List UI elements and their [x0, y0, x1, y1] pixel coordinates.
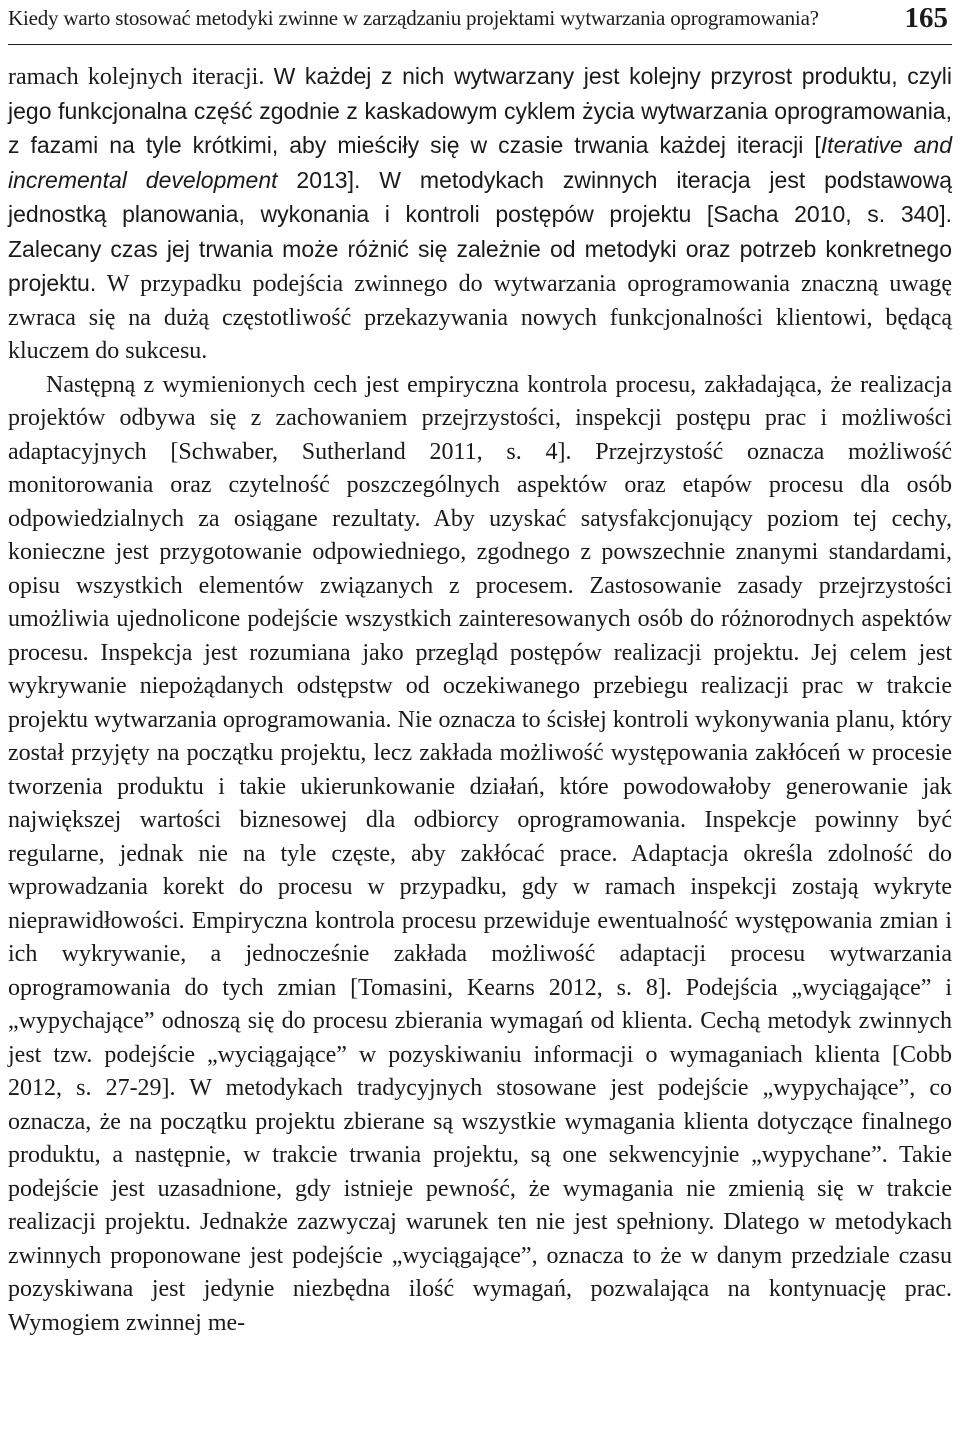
paragraph: Następną z wymienionych cech jest empiryczna kontrola procesu, zakładająca, że realizacja projektów odbywa się z zachowaniem przejrzystości, inspekcji postępu prac i możliwości adaptacyjnych [Schwaber, Sutherland 2011, s. 4]. Przejrzystość oznacza możliwość monitorowania oraz czytelność poszczególnych aspektów oraz etapów procesu dla osób odpowiedzialnych za osiągane rezultaty. Aby uzyskać satysfakcjonujący poziom tej cechy, konieczne jest przygotowanie odpowiedniego, zgodnego z powszechnie znanymi standardami, opisu wszystkich elementów związanych z procesem. Zastosowanie zasady przejrzystości umożliwia ujednolicone podejście wszystkich zainteresowanych osób do różnorodnych aspektów procesu. Inspekcja jest rozumiana jako przegląd postępów realizacji projektu. Jej celem jest wykrywanie niepożądanych odstępstw od oczekiwanego przebiegu realizacji prac w trakcie projektu wytwarzania oprogramowania. Nie oznacza to ścisłej kontroli wykonywania planu, który został przyjęty na początku projektu, lecz zakłada możliwość występowania zakłóceń w procesie tworzenia produktu i takie ukierunkowanie działań, które powodowałoby generowanie jak największej wartości biznesowej dla odbiorcy oprogramowania. Inspekcje powinny być regularne, jednak nie na tyle częste, aby zakłócać prace. Adaptacja określa zdolność do wprowadzania korekt do procesu w przypadku, gdy w ramach inspekcji zostają wykryte nieprawidłowości. Empiryczna kontrola procesu przewiduje ewentualność występowania zmian i ich wykrywanie, a jednocześnie zakłada możliwość adaptacji procesu wytwarzania oprogramowania do tych zmian [Tomasini, Kearns 2012, s. 8]. Podejścia „wyciągające” i „wypychające” odnoszą się do procesu zbierania wymagań od klienta. Cechą metodyk zwinnych jest tzw. podejście „wyciągające” w pozyskiwaniu informacji o wymaganiach klienta [Cobb 2012, s. 27-29]. W metodykach tradycyjnych stosowane jest podejście „wypychające”, co oznacza, że na początku projektu zbierane są wszystkie wymagania klienta dotyczące finalnego produktu, a następnie, w trakcie trwania projektu, są one sekwencyjnie „wypychane”. Takie podejście jest uzasadnione, gdy istnieje pewność, że wymagania nie zmienią się w trakcie realizacji projektu. Jednakże zazwyczaj warunek ten nie jest spełniony. Dlatego w metodykach zwinnych proponowane jest podejście „wyciągające”, oznacza to że w danym przedziale czasu pozyskiwana jest jedynie niezbędna ilość wymagań, pozwalająca na kontynuację prac. Wymogiem zwinnej me- — [8, 371, 952, 1336]
running-header — [8, 4, 952, 45]
passage-text: 2013]. W metodykach zwinnych iteracja jest podstawową jednostką planowania, wykonania i kontroli postępów projektu [Sacha 2010, s. 340]. Zalecany czas jej trwania może różnić się zależnie od metodyki oraz potrzeb konkretnego projektu. — [8, 166, 953, 296]
condensed-passage — [8, 63, 952, 296]
running-header-title: Kiedy warto stosować metodyki zwinne w zarządzaniu projektami wytwarzania oprogramowania? — [8, 6, 819, 30]
passage-text: W każdej z nich wytwarzany jest kolejny przyrost produktu, czyli jego funkcjonalna część zgodnie z kaskadowym cyklem życia wytwarzania oprogramowania, z fazami na tyle krótkimi, aby mieściły się w czasie trwania każdej iteracji [ — [8, 63, 952, 158]
document-page — [8, 0, 952, 1440]
body-text — [8, 60, 952, 1340]
paragraph-fragment: W przypadku podejścia zwinnego do wytwarzania oprogramowania znaczną uwagę zwraca się na dużą częstotliwość przekazywania nowych funkcjonalności klientowi, będącą kluczem do sukcesu. — [8, 271, 952, 364]
page-number: 165 — [904, 2, 948, 34]
italic-citation-title: Iterative and incremental development — [8, 132, 952, 193]
paragraph — [8, 60, 952, 369]
paragraph-fragment: ramach kolejnych iteracji. — [8, 64, 274, 90]
